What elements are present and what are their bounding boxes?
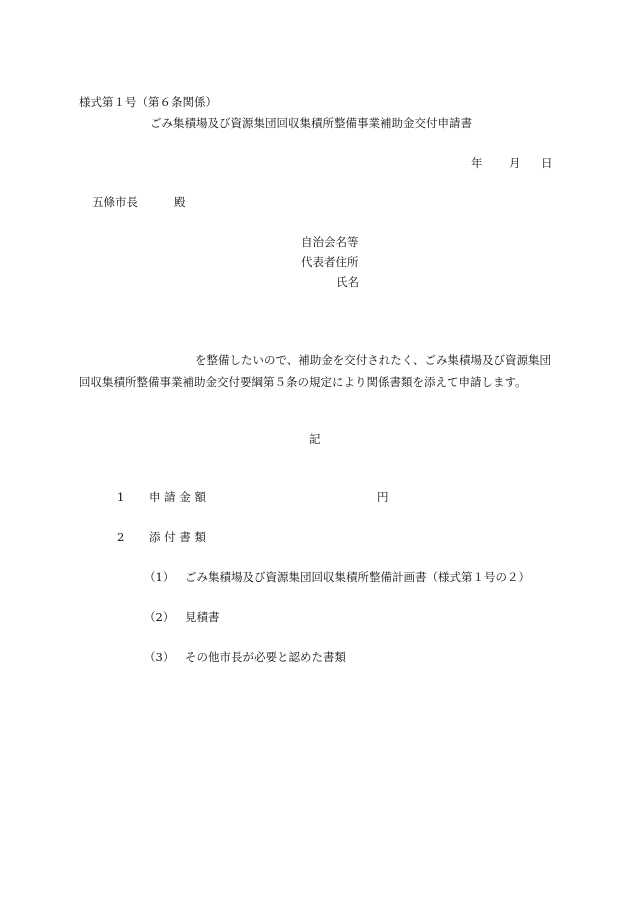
- association-name-label: 自治会名等: [301, 235, 359, 249]
- item-label-amount: 申 請 金 額: [149, 490, 206, 504]
- attachment-item: ごみ集積場及び資源集団回収集積所整備計画書（様式第１号の２）: [185, 570, 530, 584]
- item-number: 1: [117, 490, 125, 504]
- date-year-label: 年: [471, 156, 483, 170]
- document-title: ごみ集積場及び資源集団回収集積所整備事業補助金交付申請書: [150, 116, 472, 130]
- attachment-number: （3）: [144, 650, 175, 664]
- attachment-number: （1）: [144, 570, 175, 584]
- attachment-number: （2）: [144, 610, 175, 624]
- addressee-honorific: 殿: [174, 195, 186, 209]
- date-day-label: 日: [541, 156, 553, 170]
- attachment-item: その他市長が必要と認めた書類: [185, 650, 346, 664]
- item-number: 2: [117, 530, 125, 544]
- item-label-attachments: 添 付 書 類: [149, 530, 206, 544]
- form-number: 様式第１号（第６条関係）: [79, 95, 217, 109]
- ki-heading: 記: [309, 432, 321, 446]
- addressee-mayor: 五條市長: [92, 195, 138, 209]
- representative-address-label: 代表者住所: [301, 255, 359, 269]
- attachment-item: 見積書: [185, 610, 220, 624]
- body-line-1: を整備したいので、補助金を交付されたく、ごみ集積場及び資源集団: [195, 353, 552, 367]
- amount-unit: 円: [377, 490, 389, 504]
- body-line-2: 回収集積所整備事業補助金交付要綱第５条の規定により関係書類を添えて申請します。: [79, 375, 527, 389]
- date-month-label: 月: [509, 156, 521, 170]
- applicant-name-label: 氏名: [336, 275, 359, 289]
